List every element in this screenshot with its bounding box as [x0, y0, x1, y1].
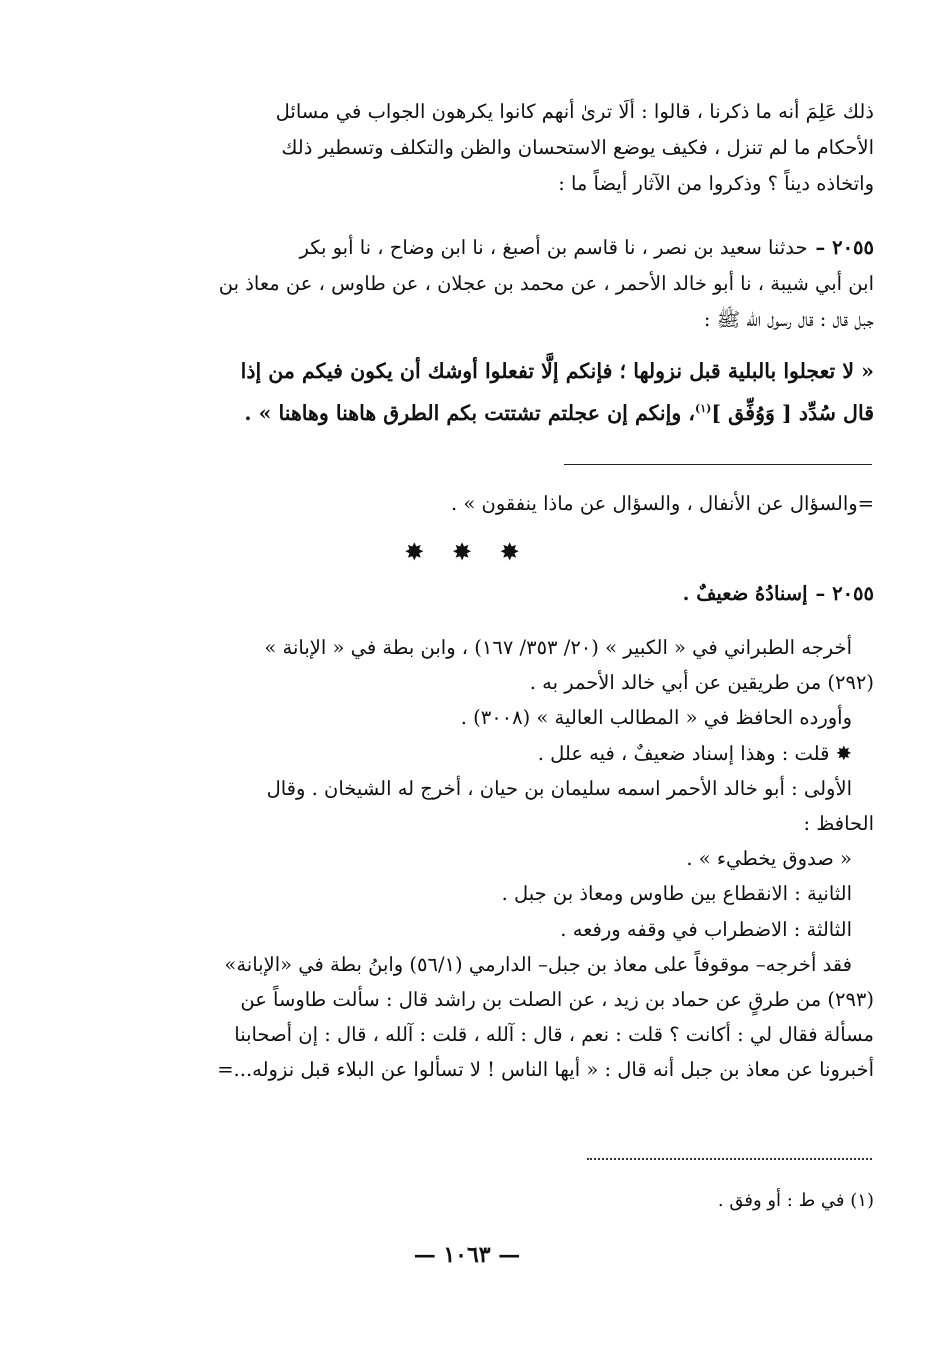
hadith-number: ٢٠٥٥ – — [815, 236, 874, 259]
footnote-marker: (١) — [694, 402, 712, 415]
text-line: « صدوق يخطيء » . — [686, 847, 852, 871]
text-line: الثانية : الانقطاع بين طاوس ومعاذ بن جبل . — [501, 882, 852, 906]
text-line: حدثنا سعيد بن نصر ، نا قاسم بن أصبغ ، نا ابن وضاح ، نا أبو بكر — [299, 236, 808, 259]
text-line: الحافظ : — [803, 812, 874, 836]
text-line: الأحكام ما لم تنزل ، فكيف يوضع الاستحسان والظن والتكلف وتسطير ذلك — [281, 136, 874, 159]
text-line: وأورده الحافظ في « المطالب العالية » (٣٠٠٨) . — [460, 706, 852, 730]
text-line: قال سُدِّد [ وَوُفِّق ] — [711, 400, 874, 425]
text-line: فقد أخرجه– موقوفاً على معاذ بن جبل– الدارمي (٥٦/١) وابنُ بطة في «الإبانة» — [224, 952, 852, 976]
text-line: جبل قال : قال رسول الله ﷺ : — [703, 308, 874, 331]
section-divider-stars: ✸ ✸ ✸ — [404, 538, 530, 566]
commentary — [62, 630, 874, 1088]
footnote: (١) في ط : أو وفق . — [717, 1190, 874, 1211]
text-line: أخرجه الطبراني في « الكبير » (٢٠/ ٣٥٣/ ١٦٧) ، وابن بطة في « الإبانة » — [264, 636, 852, 659]
text-line: الثالثة : الاضطراب في وقفه ورفعه . — [560, 917, 852, 941]
text-line: واتخاذه ديناً ؟ وذكروا من الآثار أيضاً ما : — [558, 172, 874, 195]
grading-text: إسنادُهُ ضعيفٌ . — [682, 582, 808, 605]
continuation-line: =والسؤال عن الأنفال ، والسؤال عن ماذا ينفقون » . — [450, 492, 874, 515]
grading-number: ٢٠٥٥ – — [815, 582, 874, 605]
intro-paragraph — [62, 94, 874, 202]
text-line: ابن أبي شيبة ، نا أبو خالد الأحمر ، عن محمد بن عجلان ، عن طاوس ، عن معاذ بن — [218, 272, 874, 295]
page-number: — ١٠٦٣ — — [413, 1242, 521, 1268]
footnote-dotted-rule — [587, 1158, 872, 1160]
text-line: ✸ قلت : وهذا إسناد ضعيفٌ ، فيه علل . — [537, 741, 852, 765]
grading-heading — [62, 576, 874, 612]
footnote-separator — [564, 464, 872, 465]
text-line: الأولى : أبو خالد الأحمر اسمه سليمان بن حيان ، أخرج له الشيخان . وقال — [266, 776, 852, 800]
text-line: مسألة فقال لي : أكانت ؟ قلت : نعم ، قال : آلله ، قلت : آلله ، قال : إن أصحابنا — [234, 1023, 874, 1047]
text-line: أخبرونا عن معاذ بن جبل أنه قال : « أيها الناس ! لا تسألوا عن البلاء قبل نزوله...= — [217, 1058, 874, 1082]
text-line: ذلك عَلِمَ أنه ما ذكرنا ، قالوا : ألَا ترىٰ أنهم كانوا يكرهون الجواب في مسائل — [275, 100, 874, 123]
text-line: (٢٩٢) من طريقين عن أبي خالد الأحمر به . — [529, 671, 874, 695]
text-line: « لا تعجلوا بالبلية قبل نزولها ؛ فإنكم إلَّا تفعلوا أوشك أن يكون فيكم من إذا — [240, 359, 874, 383]
hadith-matn — [62, 352, 874, 432]
isnad-paragraph — [62, 230, 874, 338]
text-line: ، وإنكم إن عجلتم تشتتت بكم الطرق هاهنا وهاهنا » . — [244, 400, 695, 425]
text-line: (٢٩٣) من طرقٍ عن حماد بن زيد ، عن الصلت بن راشد قال : سألت طاوساً عن — [240, 988, 874, 1012]
